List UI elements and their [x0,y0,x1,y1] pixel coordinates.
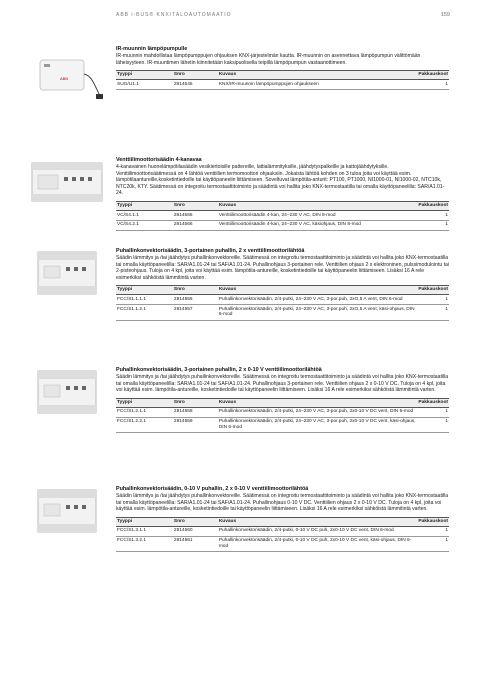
cell-snro: 2814566 [173,220,218,230]
cell-desc: Puhallinkonvektorisäädin, 2/4-putki, 24–230 V AC, 3-por.puh, 2xO,5 A vent, DIN 6-mod [218,295,418,305]
cell-desc: KNX/IR-muunnin lämpöpumppujen ohjaukseen [218,80,418,90]
cell-pack: 1 [417,407,449,417]
product-title: IR-muunnin lämpöpumpulle [116,46,188,52]
product-content [116,248,449,321]
col-type: Tyyppi [116,398,173,407]
product-title: Venttiilimoottorisäädin 4-kanavaa [116,157,202,163]
cell-pack: 1 [417,210,449,220]
col-desc: Kuvaus [218,201,418,210]
cell-pack: 1 [417,536,449,551]
fan-coil-controller-image [30,248,104,298]
table-header-row [116,398,449,407]
product-table [116,70,449,90]
col-desc: Kuvaus [218,71,418,80]
cell-desc: Puhallinkonvektorisäädin, 2/4-putki, 0-10 V DC puh, 2x0-10 V DC vent, DIN 6-mod [218,526,418,536]
product-description: IR-muunnin mahdollistaa lämpöpumppujen ohjauksen KNX-järjestelmän kautta. IR-muunnin on asennettava lämpöpumpun välittömään läheisyyteen. IR-muuntimen lähetin kiinnitetään kaksipuolisella teipillä lämpöpumpun vastaanottimeen. [116,53,421,66]
col-type: Tyyppi [116,201,173,210]
product-table [116,201,449,231]
cell-desc: Venttiilimoottorisäädin 4-kan, 24–230 V AC, käsiohjaus, DIN 8-mod [218,220,418,230]
header-title: ABB i-BUS® KNX/TALOAUTOMAATIO [116,12,232,18]
product-title: Puhallinkonvektorisäädin, 3-portainen puhallin, 2 x 0-10 V venttiilimoottorilähtöä [116,367,322,373]
product-content [116,486,449,552]
cell-pack: 1 [417,295,449,305]
table-row [116,305,449,320]
table-row [116,536,449,551]
cell-pack: 1 [417,526,449,536]
table-row [116,80,449,90]
cell-desc: Puhallinkonvektorisäädin, 2/4-putki, 24–230 V AC, 3-por.puh, 2x0-10 V DC vent, DIN 6-mod [218,407,418,417]
cell-type: FCC/S1.2.2.1 [116,417,173,432]
cell-desc: Venttiilimoottorisäädin 4-kan, 24–230 V AC, DIN 8-mod [218,210,418,220]
col-pack: Pakkauskoot [417,286,449,295]
cell-type: VC/S4.2.1 [116,220,173,230]
cell-pack: 1 [417,305,449,320]
cell-type: FCC/S1.1.2.1 [116,305,173,320]
cell-desc: Puhallinkonvektorisäädin, 2/4-putki, 24–230 V AC, 3-por.puh, 2xO,5 A vent, käsi-ohjaus, DIN 6-mod [218,305,418,320]
product-table [116,517,449,552]
col-type: Tyyppi [116,286,173,295]
product-description: Säädin lämmitys ja /tai jäähdytys puhallinkonvektoreille. Säätimessä on integroitu termostaattitoiminto ja säädintä voi hallita joko KNX-termostaatilla tai omalla käyttöpaneelilla: SAR/A1.01-24 tai SAF/A1.01-24. Puhallinohjaus 3-portainen rele. Venttiilien ohjaus 2 x 0-10 V DC. Tuloja on 4 kpl, joita voi käyttää esim. lämpötila-antureille, kosketintiedoille tai käyttöpaneelin liittämiseen. Lisäksi 16 A rele esimerkiksi sähköistä lämmitintä varten. [116,374,449,394]
col-desc: Kuvaus [218,286,418,295]
product-description: Säädin lämmitys ja /tai jäähdytys puhallinkonvektoreille. Säätimessä on integroitu termostaattitoiminto ja säädintä voi hallita joko KNX-termostaatilla tai omalla käyttöpaneelilla: SAR/A1.01-24 tai SAF/A1.01-24. Puhallinohjaus 0-10 V DC. Venttiilien ohjaus 2 x 0-10 V DC. Tuloja on 4 kpl, joita voi käyttää esim. lämpötila-antureille, kosketintiedoille tai käyttöpaneelin liittämiseen. Lisäksi 16 A rele esimerkiksi sähköistä lämmitintä varten. [116,493,449,513]
col-type: Tyyppi [116,517,173,526]
cell-desc: Puhallinkonvektorisäädin, 2/4-putki, 24–230 V AC, 3-por.puh, 2x0-10 V DC vent, käsi-ohjaus, DIN 6-mod [218,417,418,432]
cell-snro: 2814545 [173,80,218,90]
table-header-row [116,201,449,210]
product-title: Puhallinkonvektorisäädin, 0-10 V puhallin, 2 x 0-10 V venttiilimoottorilähtöä [116,486,309,492]
table-row [116,295,449,305]
cell-desc: Puhallinkonvektorisäädin, 2/4-putki, 0-10 V DC puh, 2x0-10 V DC vent, käsi-ohjaus, DIN 6-mod [218,536,418,551]
fan-coil-controller-image [30,367,104,417]
cell-snro: 2814565 [173,210,218,220]
table-header-row [116,517,449,526]
cell-snro: 2814556 [173,295,218,305]
product-table [116,398,449,433]
cell-type: FCC/S1.3.2.1 [116,536,173,551]
svg-text:ABB: ABB [60,76,69,81]
page-number: 159 [440,12,450,18]
table-header-row [116,286,449,295]
col-snro: Snro [173,517,218,526]
cell-snro: 2814557 [173,305,218,320]
cell-type: SUG/U1.1 [116,80,173,90]
col-pack: Pakkauskoot [417,517,449,526]
valve-controller-image [30,157,104,207]
table-header-row [116,71,449,80]
col-snro: Snro [173,71,218,80]
cell-snro: 2814558 [173,407,218,417]
cell-snro: 2814559 [173,417,218,432]
cell-pack: 1 [417,80,449,90]
cell-snro: 2814561 [173,536,218,551]
product-title: Puhallinkonvektorisäädin, 3-portainen puhallin, 2 x venttiilimoottorilähtöä [116,248,305,254]
fan-coil-controller-image [30,486,104,536]
col-desc: Kuvaus [218,398,418,407]
cell-pack: 1 [417,220,449,230]
product-content [116,46,449,90]
col-snro: Snro [173,286,218,295]
product-content [116,157,449,231]
cell-type: FCC/S1.2.1.1 [116,407,173,417]
cell-type: VC/S4.1.1 [116,210,173,220]
product-table [116,285,449,320]
page-header [116,12,450,24]
col-snro: Snro [173,398,218,407]
cell-pack: 1 [417,417,449,432]
cell-snro: 2814560 [173,526,218,536]
col-pack: Pakkauskoot [417,71,449,80]
table-row [116,407,449,417]
col-desc: Kuvaus [218,517,418,526]
table-row [116,526,449,536]
product-description: 4-kanavainen huonelämpötilasäädin vesikiertoisille pattereille, lattialämmityksille, jäähdytyspalkeille ja kattojäähdytyksille. Venttiilimoottorisäätimessä on 4 lähtöä venttiilien termomoottori ohjauksiin. Jokaista lähtöä kohden on 3 tuloa joita voi käyttää esim. lämpötilaantureille,kosketintiedoille tai käyttöpaneelin liittämiseen. Soveltuvat lämpötila-anturit: PT100, PT1000, NI1000-01, NI1000-02, NTC10k, NTC20k, KTY. Säätimessä on integroitu termostaattitoiminto ja säädintä voi hallita joko KNX-termostaatilla tai omalla käyttöpaneelilla: SAR/A1.01-24. [116,164,445,197]
col-snro: Snro [173,201,218,210]
table-row [116,220,449,230]
product-content [116,367,449,433]
col-pack: Pakkauskoot [417,201,449,210]
product-description: Säädin lämmitys ja /tai jäähdytys puhallinkonvektoreille. Säätimessä on integroitu termostaattitoiminto ja säädintä voi hallita joko KNX-termostaatilla tai omalla käyttöpaneelilla: SAR/A1.01-24 tai SAF/A1.01-24. Puhallinohjaus 3-portainen rele. Venttiilien ohjaus 2 x elektroninen, pulssimodulointu tai 2-pisteohjaus. Tuloja on 4 kpl, joita voi käyttää esim. lämpötila-antureille, kosketintiedoille tai käyttöpaneelin liittämiseen. Lisäksi 16 A rele esimerkiksi sähköistä lämmitintä varten. [116,255,449,281]
cell-type: FCC/S1.3.1.1 [116,526,173,536]
col-type: Tyyppi [116,71,173,80]
table-row [116,417,449,432]
cell-type: FCC/S1.1.1.1 [116,295,173,305]
ir-converter-image [30,54,104,104]
table-row [116,210,449,220]
col-pack: Pakkauskoot [417,398,449,407]
